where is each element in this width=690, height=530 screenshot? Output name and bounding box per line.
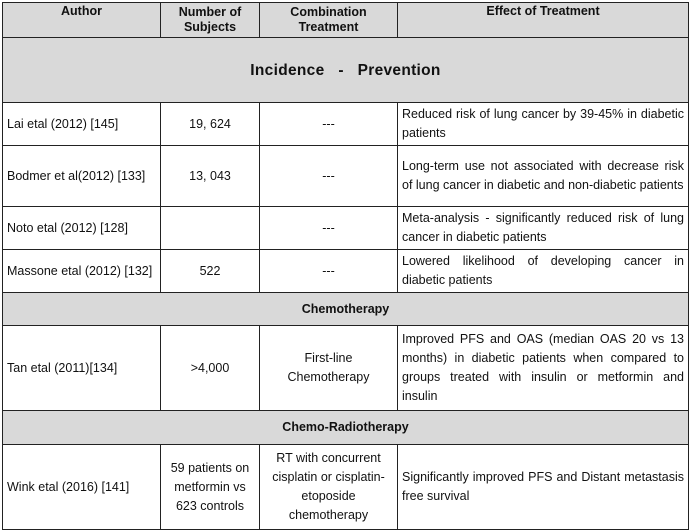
section-row [3,293,689,326]
cell-subjects: >4,000 [161,326,260,411]
cell-effect: Significantly improved PFS and Distant metastasis free survival [398,445,689,530]
table-row [3,146,689,207]
table-row [3,250,689,293]
cell-subjects: 13, 043 [161,146,260,207]
header-effect: Effect of Treatment [398,3,689,38]
cell-author: Lai etal (2012) [145] [3,103,161,146]
cell-subjects [161,207,260,250]
cell-effect: Improved PFS and OAS (median OAS 20 vs 13 months) in diabetic patients when compared to groups treated with insulin or metformin and insulin [398,326,689,411]
cell-combination: --- [260,103,398,146]
cell-author: Noto etal (2012) [128] [3,207,161,250]
cell-subjects: 522 [161,250,260,293]
cell-effect: Reduced risk of lung cancer by 39-45% in diabetic patients [398,103,689,146]
table-row [3,326,689,411]
cell-effect: Long-term use not associated with decrease risk of lung cancer in diabetic and non-diabetic patients [398,146,689,207]
cell-combination: --- [260,146,398,207]
cell-combination: --- [260,207,398,250]
table-row [3,103,689,146]
cell-subjects: 19, 624 [161,103,260,146]
study-table [2,2,689,530]
cell-effect: Meta-analysis - significantly reduced risk of lung cancer in diabetic patients [398,207,689,250]
header-author: Author [3,3,161,38]
cell-author: Wink etal (2016) [141] [3,445,161,530]
cell-combination: First-line Chemotherapy [260,326,398,411]
cell-combination: RT with concurrent cisplatin or cisplatin-etoposide chemotherapy [260,445,398,530]
section-chemotherapy: Chemotherapy [3,293,689,326]
table-row [3,445,689,530]
cell-author: Massone etal (2012) [132] [3,250,161,293]
cell-combination: --- [260,250,398,293]
cell-subjects: 59 patients on metformin vs 623 controls [161,445,260,530]
cell-author: Bodmer et al(2012) [133] [3,146,161,207]
section-incidence: Incidence - Prevention [3,38,689,103]
header-subjects: Number of Subjects [161,3,260,38]
section-chemoradiotherapy: Chemo-Radiotherapy [3,411,689,445]
table-row [3,207,689,250]
header-combination: Combination Treatment [260,3,398,38]
cell-author: Tan etal (2011)[134] [3,326,161,411]
cell-effect: Lowered likelihood of developing cancer in diabetic patients [398,250,689,293]
section-row [3,38,689,103]
header-row [3,3,689,38]
section-row [3,411,689,445]
